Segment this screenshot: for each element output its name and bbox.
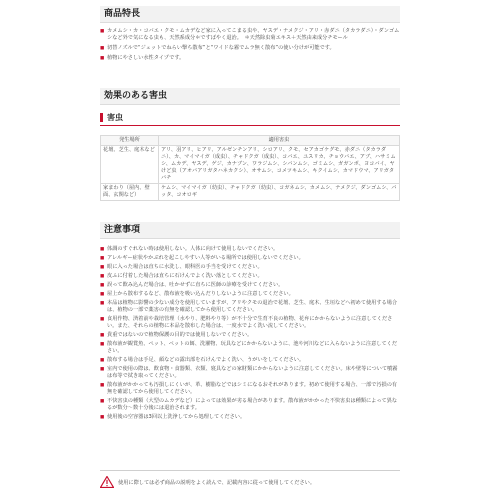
pests-subheading — [100, 112, 123, 123]
subheading-divider — [100, 125, 400, 126]
footer-text: 使用に際しては必ず商品の説明をよく読んで、記載内容に従って使用してください。 — [118, 479, 316, 486]
table-cell-pests: アリ、羽アリ、ヒアリ、アルゼンチンアリ、シロアリ、クモ、セアカゴケグモ、赤ダニ（タカラダニ）、カ、マイマイガ（成虫）、チャドクガ（成虫）、コバエ、ユスリカ、チョウバエ、アブ、ハサミムシ、ムカデ、ヤスデ、ゲジ、カナブン、ワラジムシ、シバンムシ、ゴミムシ、ガガンボ、ヨコバイ、ヤけど虫（アオバアリガタハネカクシ）、オサムシ、コメツキムシ、キクイムシ、カマドウマ、アリガタバチ — [159, 146, 400, 184]
caution-item: ■ 本品は植物に影響の少ない成分を使用していますが、アリやクモの退治で花壇、芝生、庭木、生垣などへ初めて使用する場合は、植物の一部で薬害の有無を確認してから使用してください。 — [100, 300, 400, 314]
caution-item: ■ 散布液が観賞魚、ペット、ペットの餌、洗濯物、玩具などにかからないように、池や河川などに入らないように注意してください。 — [100, 341, 400, 355]
table-row — [101, 146, 400, 184]
features-item: ■ 植物にやさしい水性タイプです。 — [100, 55, 400, 62]
caution-item: ■ 不快害虫の種類（大型のムカデなど）によっては効果が劣る場合があります。散布液がかかった不快害虫は種類によって異なるが数分～数十分後には退治されます。 — [100, 398, 400, 412]
footer-divider — [100, 470, 400, 471]
features-item: ■ カメムシ・カ・コバエ・クモ・ムカデなど家に入ってこまる虫や、ヤスデ・ナメクジ・アリ・赤ダニ（タカラダニ）・ダンゴムシなど外で気になる虫も、天然系成分＊ですばやく退治。 ＊天然除虫菊エキス＋天然由来成分チモール — [100, 28, 400, 42]
caution-item: ■ 誤って飲み込んだ場合は、吐かせずに直ちに医師の診療を受けてください。 — [100, 282, 400, 289]
table-header-pests: 適用害虫 — [159, 136, 400, 146]
table-header-place: 発生場所 — [101, 136, 159, 146]
caution-list — [100, 246, 400, 423]
caution-item: ■ 屋上から散布するなど、散布液を吸い込んだりしないように注意してください。 — [100, 291, 400, 298]
caution-item: ■ 皮ふに付着した場合は直ちに石けんでよく洗い落としてください。 — [100, 273, 400, 280]
caution-heading: 注意事項 — [100, 222, 400, 239]
table-row — [101, 184, 400, 201]
caution-item: ■ 散布する場合は手足、顔などの露出部を石けんでよく洗い、うがいをしてください。 — [100, 357, 400, 364]
caution-item: ■ 眼に入った場合は直ちに水洗し、眼科医の手当を受けてください。 — [100, 264, 400, 271]
pests-heading: 効果のある害虫 — [100, 88, 400, 105]
caution-item: ■ 散布液がかかっても汚損しにくいが、革、樹脂などではシミになるおそれがあります。初めて使用する場合、一部で汚損の有無を確認してから使用してください。 — [100, 382, 400, 396]
table-cell-place: 家まわり（屋内、壁面、玄関など） — [101, 184, 159, 201]
warning-triangle-icon — [100, 476, 114, 488]
caution-item: ■ 貴重ではないので植物保護の目的では使用しないでください。 — [100, 332, 400, 339]
pest-table — [100, 135, 400, 201]
footer-note — [100, 476, 400, 488]
features-heading: 商品特長 — [100, 6, 400, 23]
table-cell-pests: ケムシ、マイマイガ（幼虫）、チャドクガ（幼虫）、コガネムシ、カメムシ、ナメクジ、ダンゴムシ、バッタ、コオロギ — [159, 184, 400, 201]
caution-item: ■ 使用後の空容器は3回以上洗浄してから処理してください。 — [100, 414, 400, 421]
caution-item: ■ 室内で使用の際は、飲食物・食器類、衣類、寝具などの家財類にかからないように注意してください。床や壁等について噴霧は布等で拭き取ってください。 — [100, 366, 400, 380]
caution-item: ■ 食用作物、済着前や栽培管理（水やり、肥料やり等）が不十分で生育不良の植物、花弁にかからないように注意してください。また、それらの植物に本品を散布した場合は、一度水でよく洗い流してください。 — [100, 316, 400, 330]
caution-item: ■ アレルギー症状やかぶれを起こしやすい人等がいる場所では使用しないでください。 — [100, 255, 400, 262]
table-cell-place: 花壇、芝生、庭木など — [101, 146, 159, 184]
caution-item: ■ 体調のすぐれない時は使用しない。人体に向けて使用しないでください。 — [100, 246, 400, 253]
features-item: ■ 切替ノズルで“ジェットでねらい撃ち散布”と“ワイドな霧でムラ無く散布”の使い分けが可能です。 — [100, 45, 400, 52]
pests-subheading-label: 害虫 — [107, 113, 123, 122]
features-list — [100, 28, 400, 65]
accent-bar — [100, 113, 103, 122]
table-header-row — [101, 136, 400, 146]
